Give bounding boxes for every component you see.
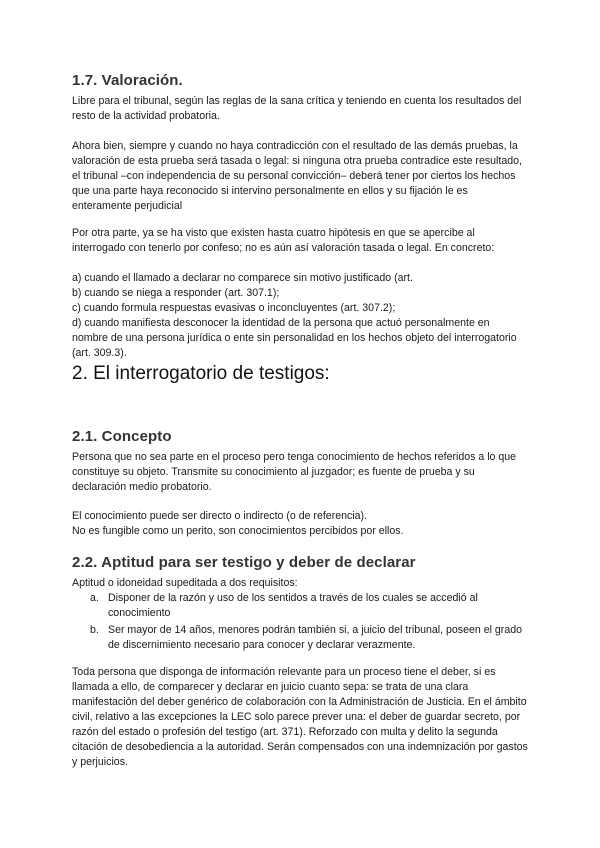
list-item: c) cuando formula respuestas evasivas o inconcluyentes (art. 307.2); — [72, 302, 396, 314]
paragraph-aptitud-intro: Aptitud o idoneidad supeditada a dos requisitos: — [72, 577, 298, 589]
list-item-text: Disponer de la razón y uso de los sentidos a través de los cuales se accedió al conocimiento — [108, 592, 478, 619]
paragraph-deber-declarar: Toda persona que disponga de información relevante para un proceso tiene el deber, si es llamada a ello, de comparecer y declarar en juicio cuanto sepa: se trata de una clara manifestación del deber genérico de colaboración con la Administración de Justicia. En el ámbito civil, relativo a las excepciones la LEC solo parece prever una: el deber de guardar secreto, por razón del estado o profesión del testigo (art. 371). Reforzado con multa y delito la segunda citación de desobediencia a la autoridad. Serán compensados con una indemnización por gastos y perjuicios. — [72, 666, 528, 768]
paragraph-valoracion-1: Libre para el tribunal, según las reglas de la sana crítica y teniendo en cuenta los resultados del resto de la actividad probatoria. — [72, 95, 522, 122]
heading-valoracion: 1.7. Valoración. — [72, 72, 183, 89]
requirements-list — [90, 591, 528, 655]
list-item: b) cuando se niega a responder (art. 307.1); — [72, 287, 280, 299]
paragraph-valoracion-3: Por otra parte, ya se ha visto que existen hasta cuatro hipótesis en que se apercibe al interrogado con tenerlo por confeso; no es aún así valoración tasada o legal. En concreto: — [72, 227, 495, 254]
list-marker: b. — [90, 624, 99, 636]
paragraph-concepto-2b: No es fungible como un perito, son conocimientos percibidos por ellos. — [72, 525, 404, 537]
list-item: a) cuando el llamado a declarar no comparece sin motivo justificado (art. — [72, 272, 413, 284]
paragraph-concepto-2a: El conocimiento puede ser directo o indirecto (o de referencia). — [72, 510, 368, 522]
heading-concepto: 2.1. Concepto — [72, 428, 172, 445]
list-item — [90, 591, 528, 621]
paragraph-valoracion-2: Ahora bien, siempre y cuando no haya contradicción con el resultado de las demás pruebas, la valoración de esta prueba será tasada o legal: si ninguna otra prueba contradice este resultado, el tribunal –con independencia de su personal convicción– deberá tener por ciertos los hechos que una parte haya reconocido si intervino personalmente en ellos y su fijación le es enteramente perjudicial — [72, 140, 522, 212]
list-item — [90, 623, 528, 653]
heading-interrogatorio-testigos: 2. El interrogatorio de testigos: — [72, 363, 330, 384]
list-marker: a. — [90, 592, 99, 604]
paragraph-concepto-1: Persona que no sea parte en el proceso pero tenga conocimiento de hechos referidos a lo que constituye su objeto. Transmite su conocimiento al juzgador; es fuente de prueba y su declaración medio probatorio. — [72, 451, 517, 493]
heading-aptitud: 2.2. Aptitud para ser testigo y deber de declarar — [72, 554, 416, 571]
list-item-text: Ser mayor de 14 años, menores podrán también si, a juicio del tribunal, poseen el grado de discernimiento necesario para conocer y declarar verazmente. — [108, 624, 522, 651]
list-item: d) cuando manifiesta desconocer la identidad de la persona que actuó personalmente en nombre de una persona jurídica o ente sin personalidad en los hechos objeto del interrogatorio (art. 309.3). — [72, 317, 517, 359]
